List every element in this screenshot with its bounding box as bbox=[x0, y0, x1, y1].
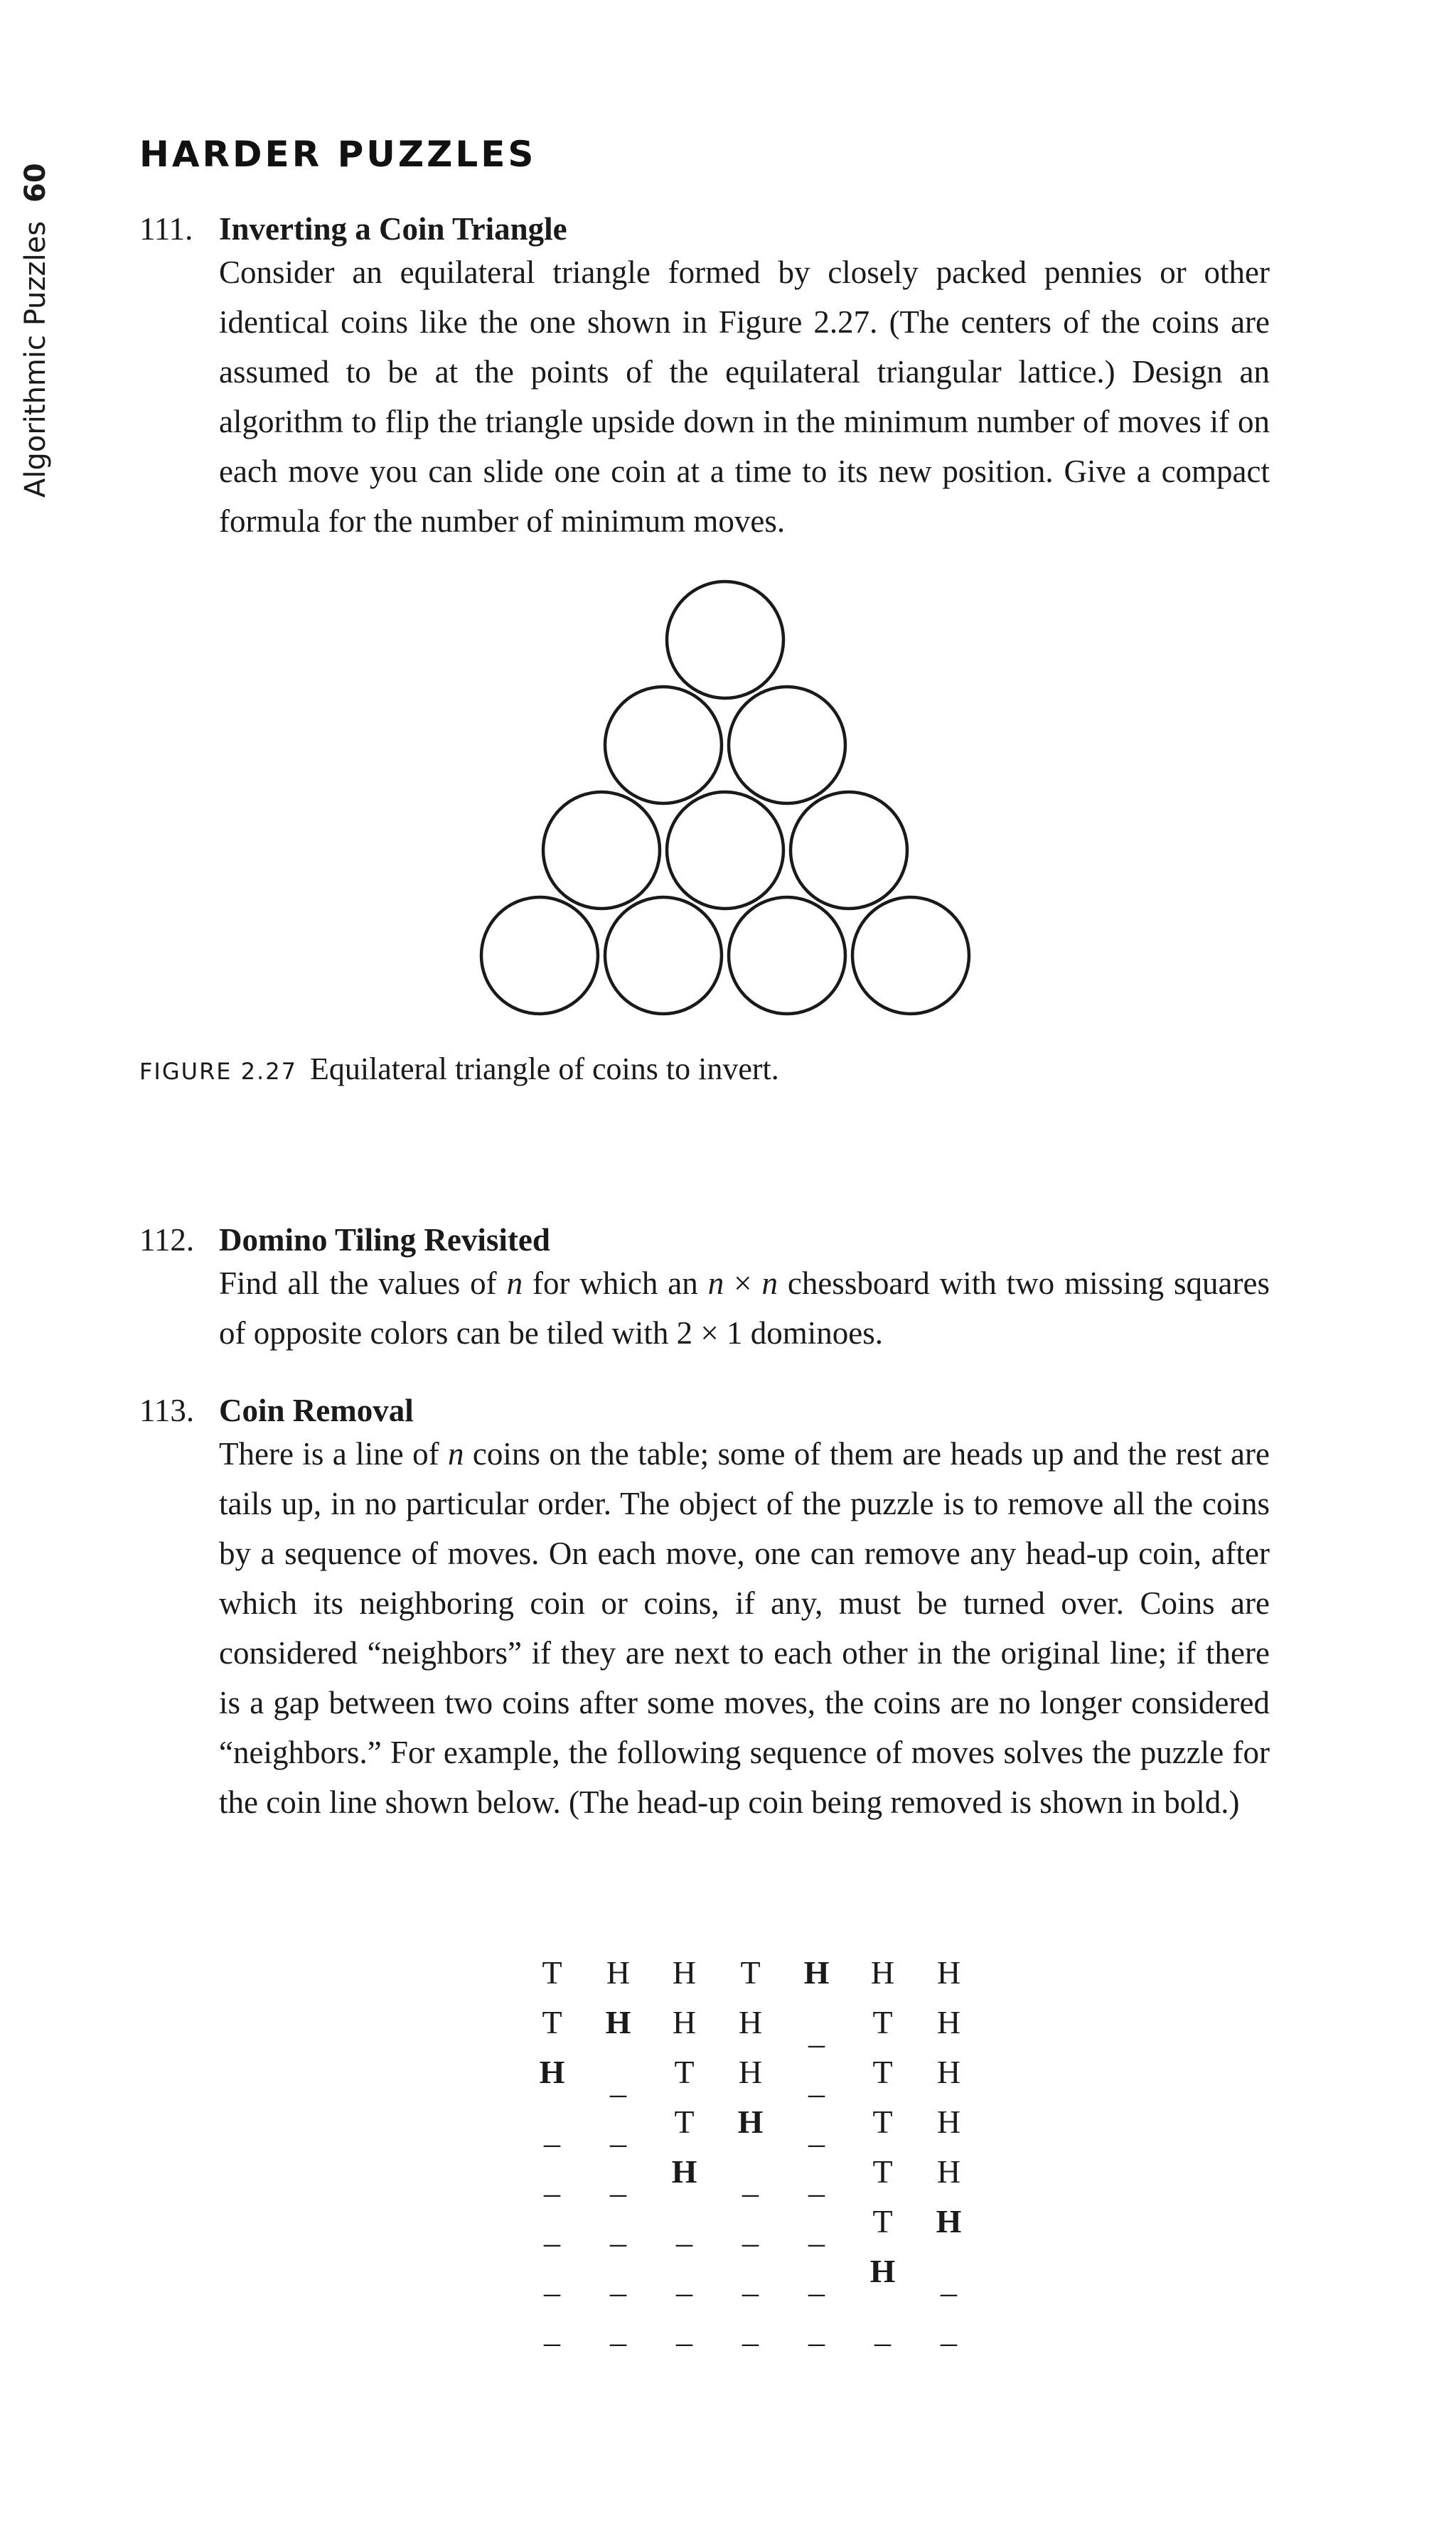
coin-state: H bbox=[672, 2004, 697, 2040]
coin bbox=[667, 582, 783, 698]
coin-state: H bbox=[672, 1954, 697, 1991]
coin-state: T bbox=[872, 2203, 893, 2239]
removed-coin-mark: _ bbox=[808, 2064, 825, 2100]
removed-coin-mark: _ bbox=[610, 2163, 626, 2200]
removed-coin-mark: _ bbox=[544, 2263, 560, 2299]
coin-state: H bbox=[738, 2004, 763, 2040]
coin-removal-sequence bbox=[519, 1948, 982, 2349]
coin-state: H bbox=[936, 1954, 961, 1991]
coin-state: H bbox=[606, 1954, 631, 1991]
coin-state: T bbox=[674, 2104, 695, 2140]
puzzle-number: 113. bbox=[139, 1393, 195, 1428]
puzzle-number: 112. bbox=[139, 1222, 195, 1258]
coin bbox=[481, 897, 598, 1014]
figure-label: FIGURE 2.27 bbox=[139, 1058, 297, 1085]
coin-state: H bbox=[869, 2253, 896, 2289]
removed-coin-mark: _ bbox=[610, 2064, 626, 2100]
coin bbox=[605, 687, 722, 803]
section-heading: HARDER PUZZLES bbox=[139, 134, 537, 175]
removed-coin-mark: _ bbox=[610, 2313, 626, 2349]
puzzle-body: Find all the values of n for which an n × n chessboard with two missing squares of opposite colors can be tiled with 2 × 1 dominoes. bbox=[219, 1265, 1270, 1351]
coin bbox=[791, 792, 907, 909]
puzzle-heading bbox=[139, 1221, 1277, 1258]
removed-coin-mark: _ bbox=[610, 2213, 626, 2249]
coin bbox=[852, 897, 969, 1014]
coin bbox=[729, 687, 845, 803]
puzzle-title: Coin Removal bbox=[219, 1393, 414, 1428]
coin-state: H bbox=[870, 1954, 895, 1991]
puzzle-heading bbox=[139, 1392, 1277, 1429]
puzzle-title: Inverting a Coin Triangle bbox=[219, 211, 567, 247]
removed-coin-mark: _ bbox=[742, 2163, 759, 2200]
removed-coin-mark: _ bbox=[742, 2313, 759, 2349]
coin-state: H bbox=[737, 2104, 764, 2140]
coin-state: T bbox=[674, 2054, 695, 2090]
puzzle-113 bbox=[139, 1392, 1277, 1827]
page-number: 60 bbox=[19, 163, 52, 203]
puzzle-body: There is a line of n coins on the table; some of them are heads up and the rest are tails up, in no particular order. The object of the puzzle is to remove all the coins by a sequence of moves. On each move, one can remove any head-up coin, after which its neighboring coin or coins, if any, must be turned over. Coins are considered “neighbors” if they are next to each other in the original line; if there is a gap between two coins after some moves, the coins are no longer considered “neighbors.” For example, the following sequence of moves solves the puzzle for the coin line shown below. (The head-up coin being removed is shown in bold.) bbox=[219, 1436, 1270, 1820]
coin bbox=[543, 792, 660, 909]
removed-coin-mark: _ bbox=[544, 2163, 560, 2200]
sequence-row bbox=[519, 2047, 982, 2100]
removed-coin-mark: _ bbox=[676, 2313, 692, 2349]
puzzle-112 bbox=[139, 1221, 1277, 1358]
coin-triangle-figure bbox=[455, 569, 995, 1024]
coin-state: T bbox=[542, 1954, 562, 1991]
puzzle-title: Domino Tiling Revisited bbox=[219, 1222, 550, 1258]
coin-state: H bbox=[803, 1954, 830, 1991]
coin-state: T bbox=[872, 2054, 893, 2090]
book-title: Algorithmic Puzzles bbox=[19, 220, 52, 498]
coin-state: H bbox=[671, 2153, 697, 2190]
removed-coin-mark: _ bbox=[941, 2263, 957, 2299]
figure-caption bbox=[139, 1051, 779, 1090]
removed-coin-mark: _ bbox=[544, 2114, 560, 2150]
removed-coin-mark: _ bbox=[676, 2213, 692, 2249]
puzzle-body: Consider an equilateral triangle formed by closely packed pennies or other identical coins like the one shown in Figure 2.27. (The centers of the coins are assumed to be at the points of the equilateral triangular lattice.) Design an algorithm to flip the triangle upside down in the minimum number of moves if on each move you can slide one coin at a time to its new position. Give a compact formula for the number of minimum moves. bbox=[219, 255, 1270, 539]
removed-coin-mark: _ bbox=[808, 2163, 825, 2200]
running-side-header bbox=[0, 0, 85, 498]
coin-state: H bbox=[738, 2054, 763, 2090]
coin-state: T bbox=[872, 2153, 893, 2190]
removed-coin-mark: _ bbox=[742, 2213, 759, 2249]
removed-coin-mark: _ bbox=[808, 2014, 825, 2050]
coin-state: H bbox=[936, 2104, 961, 2140]
coin-state: T bbox=[542, 2004, 562, 2040]
removed-coin-mark: _ bbox=[742, 2263, 759, 2299]
coin-state: T bbox=[872, 2004, 893, 2040]
coin bbox=[605, 897, 722, 1014]
coin bbox=[729, 897, 845, 1014]
removed-coin-mark: _ bbox=[610, 2114, 626, 2150]
removed-coin-mark: _ bbox=[874, 2313, 891, 2349]
removed-coin-mark: _ bbox=[544, 2313, 560, 2349]
coin-state: H bbox=[936, 2054, 961, 2090]
removed-coin-mark: _ bbox=[941, 2313, 957, 2349]
coin-state: H bbox=[936, 2004, 961, 2040]
coin-state: H bbox=[936, 2203, 962, 2239]
coin-state: H bbox=[605, 2004, 631, 2040]
sequence-row bbox=[519, 1998, 982, 2050]
coin-state: H bbox=[936, 2153, 961, 2190]
removed-coin-mark: _ bbox=[808, 2263, 825, 2299]
coin-state: T bbox=[740, 1954, 761, 1991]
removed-coin-mark: _ bbox=[808, 2213, 825, 2249]
sequence-row bbox=[519, 1948, 982, 1998]
puzzle-number: 111. bbox=[139, 211, 193, 247]
removed-coin-mark: _ bbox=[610, 2263, 626, 2299]
removed-coin-mark: _ bbox=[808, 2313, 825, 2349]
side-header-text bbox=[20, 163, 51, 498]
coin bbox=[667, 792, 783, 909]
puzzle-heading bbox=[139, 210, 1277, 247]
puzzle-111 bbox=[139, 210, 1277, 546]
removed-coin-mark: _ bbox=[544, 2213, 560, 2249]
removed-coin-mark: _ bbox=[808, 2114, 825, 2150]
coin-state: H bbox=[539, 2054, 565, 2090]
coin-state: T bbox=[872, 2104, 893, 2140]
removed-coin-mark: _ bbox=[676, 2263, 692, 2299]
figure-caption-text: Equilateral triangle of coins to invert. bbox=[309, 1051, 779, 1086]
